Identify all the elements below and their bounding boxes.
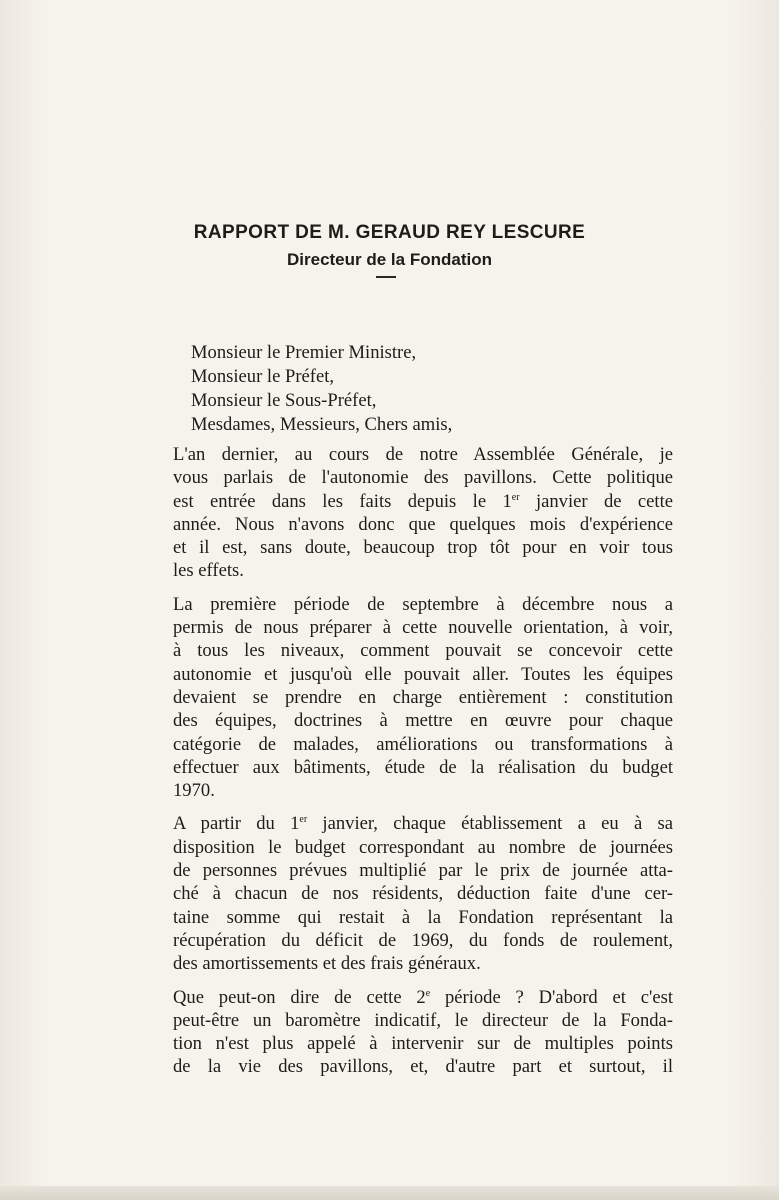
paragraph-2 (173, 593, 673, 803)
paragraph-4 (173, 986, 673, 1079)
text-line: permis de nous préparer à cette nouvelle orientation, à voir, (173, 617, 673, 639)
text-line: à tous les niveaux, comment pouvait se concevoir cette (173, 640, 673, 662)
text-line: taine somme qui restait à la Fondation représentant la (173, 906, 673, 928)
text-line: L'an dernier, au cours de notre Assemblée Générale, je (173, 444, 673, 465)
body-text (173, 341, 673, 1079)
report-subheading: Directeur de la Fondation (287, 250, 492, 269)
text-line: 1970. (173, 780, 215, 802)
text-line: les effets. (173, 560, 244, 582)
text-line: année. Nous n'avons donc que quelques mois d'expérience (173, 513, 673, 535)
text-line: ché à chacun de nos résidents, déduction faite d'une cer- (173, 883, 673, 905)
text-line: autonomie et jusqu'où elle pouvait aller. Toutes les équipes (173, 663, 673, 685)
text-line: et il est, sans doute, beaucoup trop tôt pour en voir tous (173, 537, 673, 559)
text-line: de personnes prévues multiplié par le prix de journée atta- (173, 860, 673, 882)
salutation-line: Mesdames, Messieurs, Chers amis, (191, 414, 453, 435)
text-line: disposition le budget correspondant au nombre de journées (173, 836, 673, 858)
text-line: des équipes, doctrines à mettre en œuvre pour chaque (173, 710, 673, 732)
text-line: devaient se prendre en charge entièrement : constitution (173, 686, 673, 708)
paragraph-3 (173, 812, 673, 975)
text-line: vous parlais de l'autonomie des pavillons. Cette politique (173, 467, 673, 489)
text-line: effectuer aux bâtiments, étude de la réalisation du budget (173, 756, 673, 778)
salutation-block (173, 341, 673, 437)
report-heading: RAPPORT DE M. GERAUD REY LESCURE (193, 222, 586, 243)
text-line: Que peut-on dire de cette 2e période ? D'abord et c'est (173, 986, 673, 1008)
text-line: peut-être un baromètre indicatif, le directeur de la Fonda- (173, 1009, 673, 1031)
text-line: A partir du 1er janvier, chaque établissement a eu à sa (173, 813, 673, 835)
salutation-line: Monsieur le Premier Ministre, (191, 342, 417, 363)
text-line: La première période de septembre à décembre nous a (173, 593, 673, 615)
text-line: des amortissements et des frais généraux. (173, 953, 481, 975)
text-line: est entrée dans les faits depuis le 1er janvier de cette (173, 490, 673, 512)
text-line: catégorie de malades, améliorations ou transformations à (173, 733, 673, 755)
paragraph-1 (173, 443, 673, 583)
text-line: tion n'est plus appelé à intervenir sur de multiples points (173, 1033, 673, 1055)
text-line: de la vie des pavillons, et, d'autre part et surtout, il (173, 1056, 673, 1078)
salutation-line: Monsieur le Préfet, (191, 366, 335, 387)
heading-rule (376, 276, 396, 278)
text-line: récupération du déficit de 1969, du fonds de roulement, (173, 929, 673, 951)
salutation-line: Monsieur le Sous-Préfet, (191, 390, 377, 411)
page-bottom-edge (0, 1186, 779, 1200)
